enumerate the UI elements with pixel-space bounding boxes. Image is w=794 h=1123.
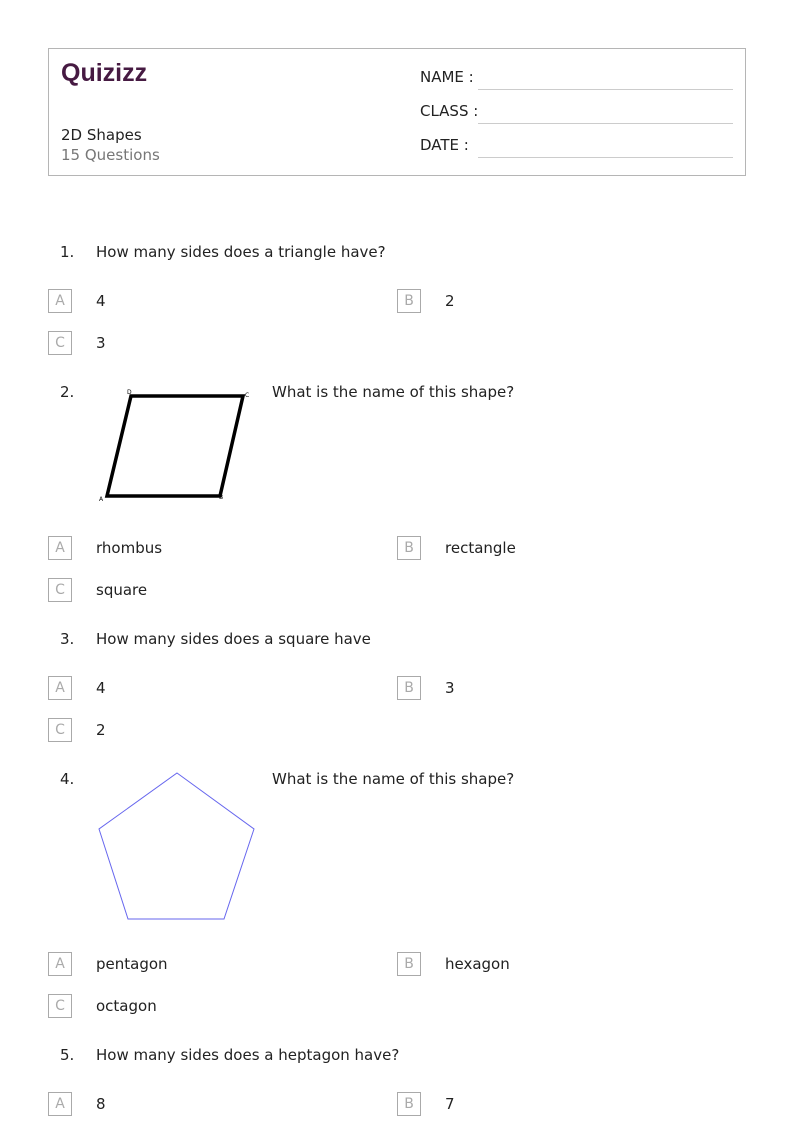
option-letter[interactable]: B: [397, 1092, 421, 1116]
question-text: What is the name of this shape?: [272, 770, 515, 788]
question-text: What is the name of this shape?: [272, 383, 515, 401]
option-text: octagon: [96, 997, 157, 1015]
question-number: 1.: [60, 243, 75, 261]
option-letter[interactable]: B: [397, 289, 421, 313]
option-text: 2: [445, 292, 455, 310]
option-letter[interactable]: B: [397, 536, 421, 560]
option-text: rhombus: [96, 539, 163, 557]
name-field[interactable]: [478, 89, 733, 90]
question-text: How many sides does a triangle have?: [96, 243, 386, 261]
option-text: square: [96, 581, 148, 599]
class-field[interactable]: [478, 123, 733, 124]
option-text: 7: [445, 1095, 455, 1113]
option-text: 3: [96, 334, 106, 352]
rhombus-image: [95, 385, 260, 505]
option-letter[interactable]: A: [48, 676, 72, 700]
option-letter[interactable]: B: [397, 676, 421, 700]
quizizz-logo: Quizizz: [61, 59, 148, 87]
option-letter[interactable]: A: [48, 536, 72, 560]
option-letter[interactable]: C: [48, 331, 72, 355]
option-text: 2: [96, 721, 106, 739]
question-number: 2.: [60, 383, 75, 401]
option-letter[interactable]: A: [48, 952, 72, 976]
option-text: 4: [96, 679, 106, 697]
question-number: 5.: [60, 1046, 75, 1064]
question-number: 3.: [60, 630, 75, 648]
vertex-label: B: [219, 494, 224, 501]
question-text: How many sides does a square have: [96, 630, 371, 648]
option-letter[interactable]: C: [48, 718, 72, 742]
class-label: CLASS :: [420, 102, 479, 120]
worksheet-title: 2D Shapes: [61, 126, 142, 144]
option-text: hexagon: [445, 955, 510, 973]
option-letter[interactable]: A: [48, 1092, 72, 1116]
date-field[interactable]: [478, 157, 733, 158]
option-text: 3: [445, 679, 455, 697]
name-label: NAME :: [420, 68, 474, 86]
question-count: 15 Questions: [61, 146, 160, 164]
worksheet-header: [48, 48, 746, 176]
option-text: 8: [96, 1095, 106, 1113]
option-letter[interactable]: C: [48, 994, 72, 1018]
vertex-label: A: [99, 496, 104, 503]
date-label: DATE :: [420, 136, 469, 154]
vertex-label: C: [245, 392, 250, 399]
option-letter[interactable]: C: [48, 578, 72, 602]
option-letter[interactable]: A: [48, 289, 72, 313]
vertex-label: D: [127, 389, 132, 396]
question-number: 4.: [60, 770, 75, 788]
option-text: pentagon: [96, 955, 168, 973]
option-text: 4: [96, 292, 106, 310]
option-letter[interactable]: B: [397, 952, 421, 976]
question-text: How many sides does a heptagon have?: [96, 1046, 400, 1064]
option-text: rectangle: [445, 539, 516, 557]
pentagon-image: [95, 768, 260, 924]
